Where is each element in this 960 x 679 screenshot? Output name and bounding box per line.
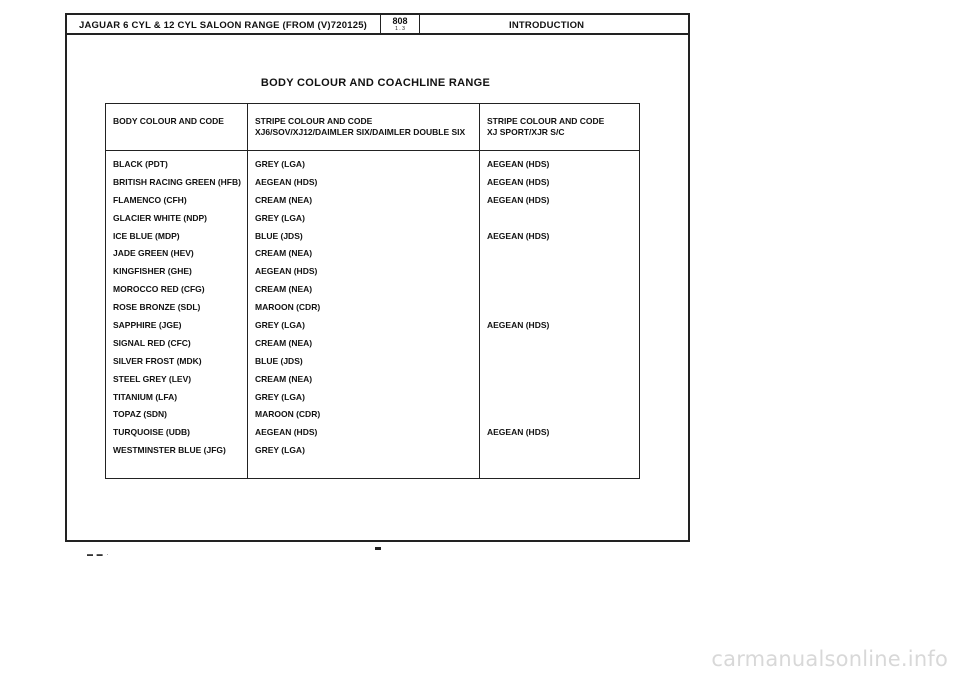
table-body [106,157,639,461]
body-colour-cell: ROSE BRONZE (SDL) [113,302,201,313]
stripe-saloon-cell: CREAM (NEA) [255,248,313,259]
table-header-body-colour [113,116,224,127]
page-header [65,13,688,35]
body-colour-cell: BLACK (PDT) [113,159,168,169]
stripe-saloon-cell: AEGEAN (HDS) [255,176,318,187]
stripe-saloon-cell: GREY (LGA) [255,391,305,402]
stripe-saloon-cell: GREY (LGA) [255,320,305,331]
table-header-line: BODY COLOUR AND CODE [113,116,224,126]
table-row [106,175,639,193]
stripe-saloon-cell: CREAM (NEA) [255,284,313,295]
body-colour-cell: KINGFISHER (GHE) [113,266,192,277]
header-page-box [380,15,420,33]
stripe-sport-cell: AEGEAN (HDS) [487,427,550,438]
stripe-saloon-cell: CREAM (NEA) [255,337,313,348]
stripe-saloon-cell: CREAM (NEA) [255,194,313,205]
table-row [106,282,639,300]
stripe-saloon-cell: AEGEAN (HDS) [255,266,318,277]
body-colour-cell: BRITISH RACING GREEN (HFB) [113,176,241,187]
table-header-line: STRIPE COLOUR AND CODE [255,116,373,126]
table-row [106,193,639,211]
body-colour-cell: SIGNAL RED (CFC) [113,337,191,348]
table-row [106,157,639,175]
body-colour-cell: TITANIUM (LFA) [113,391,178,402]
table-row [106,211,639,229]
body-colour-cell: SILVER FROST (MDK) [113,355,202,366]
header-page-sub: 1 . 3 [395,26,405,32]
body-colour-cell: ICE BLUE (MDP) [113,230,180,241]
table-row [106,425,639,443]
stripe-saloon-cell: CREAM (NEA) [255,373,313,384]
body-colour-cell: MOROCCO RED (CFG) [113,284,205,295]
table-row [106,390,639,408]
table-row [106,229,639,247]
body-colour-cell: TOPAZ (SDN) [113,409,167,420]
header-divider [106,150,639,151]
body-colour-cell: WESTMINSTER BLUE (JFG) [113,445,226,456]
table-row [106,372,639,390]
stripe-saloon-cell: GREY (LGA) [255,445,305,456]
stripe-saloon-cell: MAROON (CDR) [255,302,321,313]
table-row [106,318,639,336]
table-row [106,443,639,461]
stripe-sport-cell: AEGEAN (HDS) [487,320,550,331]
stripe-saloon-cell: BLUE (JDS) [255,355,303,366]
stripe-sport-cell: AEGEAN (HDS) [487,159,550,169]
stripe-sport-cell: AEGEAN (HDS) [487,230,550,241]
stripe-saloon-cell: BLUE (JDS) [255,230,303,241]
header-section: INTRODUCTION [509,20,585,31]
colour-table [105,103,640,479]
stripe-sport-cell: AEGEAN (HDS) [487,194,550,205]
body-colour-cell: TURQUOISE (UDB) [113,427,190,438]
body-colour-cell: GLACIER WHITE (NDP) [113,212,207,223]
table-header-stripe-saloon [255,116,465,138]
table-row [106,300,639,318]
table-header-stripe-sport [487,116,604,138]
body-colour-cell: JADE GREEN (HEV) [113,248,194,259]
table-row [106,336,639,354]
stripe-sport-cell: AEGEAN (HDS) [487,176,550,187]
stripe-saloon-cell: GREY (LGA) [255,212,305,223]
body-colour-cell: STEEL GREY (LEV) [113,373,192,384]
header-title: JAGUAR 6 CYL & 12 CYL SALOON RANGE (FROM (V)720125) [79,20,368,31]
table-header-line: STRIPE COLOUR AND CODE [487,116,605,126]
stripe-saloon-cell: AEGEAN (HDS) [255,427,318,438]
table-row [106,354,639,372]
body-colour-cell: SAPPHIRE (JGE) [113,320,182,331]
body-colour-cell: FLAMENCO (CFH) [113,194,187,205]
table-header-line: XJ6/SOV/XJ12/DAIMLER SIX/DAIMLER DOUBLE SIX [255,127,466,137]
table-row [106,407,639,425]
scan-mark: ▬ ▬ · [87,552,110,558]
scan-mark [375,547,381,550]
header-page-number: 808 [392,16,408,26]
table-row [106,264,639,282]
stripe-saloon-cell: GREY (LGA) [255,159,305,169]
stripe-saloon-cell: MAROON (CDR) [255,409,321,420]
document-title: BODY COLOUR AND COACHLINE RANGE [260,77,491,89]
watermark: carmanualsonline.info [711,647,948,671]
table-header-line: XJ SPORT/XJR S/C [487,127,565,137]
table-row [106,246,639,264]
